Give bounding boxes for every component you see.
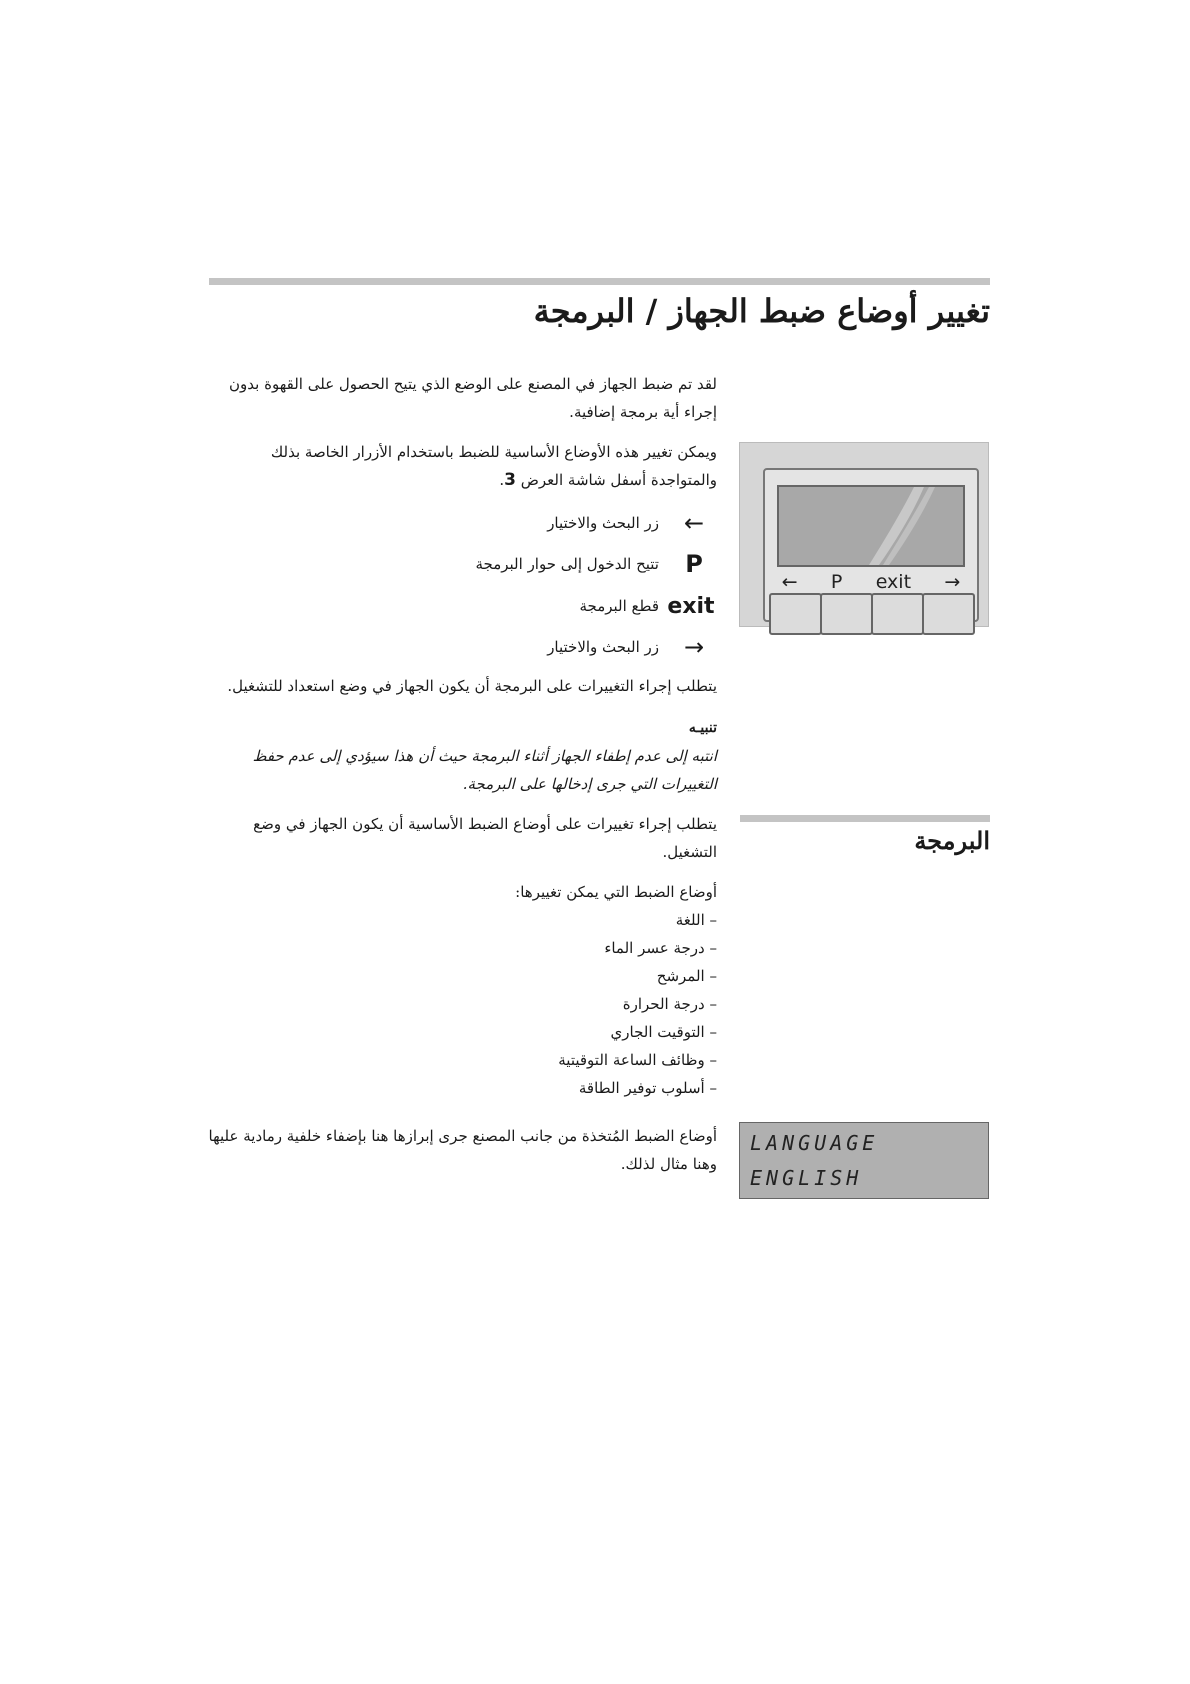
key-row-left [440, 506, 717, 540]
key-desc-exit: قطع البرمجة [579, 597, 659, 615]
buttons-intro-paragraph: ويمكن تغيير هذه الأوضاع الأساسية للضبط باستخدام الأزرار الخاصة بذلك والمتواجدة أسفل شاشة العرض 3. [270, 443, 717, 490]
panel-button-right [922, 593, 975, 635]
exit-key-icon: exit [667, 593, 715, 619]
key-desc-p: تتيح الدخول إلى حوار البرمجة [475, 555, 659, 573]
caution-block [205, 714, 717, 798]
control-panel-illustration [739, 442, 989, 627]
key-desc-right: زر البحث والاختيار [547, 638, 659, 656]
buttons-intro-text: ويمكن تغيير هذه الأوضاع الأساسية للضبط باستخدام الأزرار الخاصة بذلك والمتواجدة أسفل شاشة العرض [270, 443, 717, 489]
lcd-example [739, 1122, 989, 1199]
lcd-line-1: LANGUAGE [750, 1131, 879, 1155]
caution-text: انتبه إلى عدم إطفاء الجهاز أثناء البرمجة حيث أن هذا سيؤدي إلى عدم حفظ التغييرات التي جرى إدخالها على البرمجة. [252, 747, 717, 793]
panel-p-label: P [830, 571, 843, 593]
ready-note-paragraph [205, 672, 717, 700]
panel-right-arrow-icon: → [944, 571, 961, 593]
factory-note-text: أوضاع الضبط المُتخذة من جانب المصنع جرى إبرازها هنا بإضفاء خلفية رمادية عليها وهنا مثال لذلك. [208, 1127, 717, 1173]
panel-button-p [820, 593, 873, 635]
key-row-exit [440, 589, 717, 623]
display-screen [777, 485, 965, 567]
top-rule [209, 278, 990, 285]
settings-item: – درجة الحرارة [622, 995, 717, 1013]
settings-item: – التوقيت الجاري [610, 1023, 717, 1041]
key-desc-left: زر البحث والاختيار [547, 514, 659, 532]
panel-frame [763, 468, 979, 622]
section-rule [740, 815, 990, 822]
intro-text: لقد تم ضبط الجهاز في المصنع على الوضع الذي يتيح الحصول على القهوة بدون إجراء أية برمجة إضافية. [229, 375, 717, 421]
key-row-right [440, 630, 717, 664]
panel-exit-label: exit [875, 571, 912, 593]
panel-left-arrow-icon: ← [781, 571, 798, 593]
page-title: تغيير أوضاع ضبط الجهاز / البرمجة [533, 292, 990, 330]
settings-intro: أوضاع الضبط التي يمكن تغييرها: [515, 883, 717, 901]
panel-labels [765, 571, 977, 593]
panel-button-left [769, 593, 822, 635]
display-number: 3 [504, 470, 516, 490]
settings-item: – وظائف الساعة التوقيتية [558, 1051, 717, 1069]
settings-list [205, 878, 717, 1102]
panel-buttons [769, 593, 973, 635]
operation-note-paragraph [205, 810, 717, 866]
section-heading: البرمجة [914, 826, 990, 855]
settings-item: – درجة عسر الماء [604, 939, 717, 957]
caution-title: تنبيـه [688, 720, 717, 736]
left-arrow-icon: ← [683, 509, 705, 537]
factory-note-paragraph [205, 1122, 717, 1178]
panel-button-exit [871, 593, 924, 635]
lcd-line-2: ENGLISH [750, 1166, 863, 1190]
intro-paragraph [205, 370, 717, 426]
right-arrow-icon: → [683, 633, 705, 661]
settings-item: – المرشح [656, 967, 717, 985]
p-key-icon: P [685, 550, 703, 578]
screen-reflection-icon [779, 487, 963, 565]
settings-item: – اللغة [675, 911, 717, 929]
ready-note-text: يتطلب إجراء التغييرات على البرمجة أن يكون الجهاز في وضع استعداد للتشغيل. [227, 677, 717, 695]
key-row-p [440, 547, 717, 581]
settings-item: – أسلوب توفير الطاقة [578, 1079, 717, 1097]
operation-note-text: يتطلب إجراء تغييرات على أوضاع الضبط الأساسية أن يكون الجهاز في وضع التشغيل. [253, 815, 717, 861]
